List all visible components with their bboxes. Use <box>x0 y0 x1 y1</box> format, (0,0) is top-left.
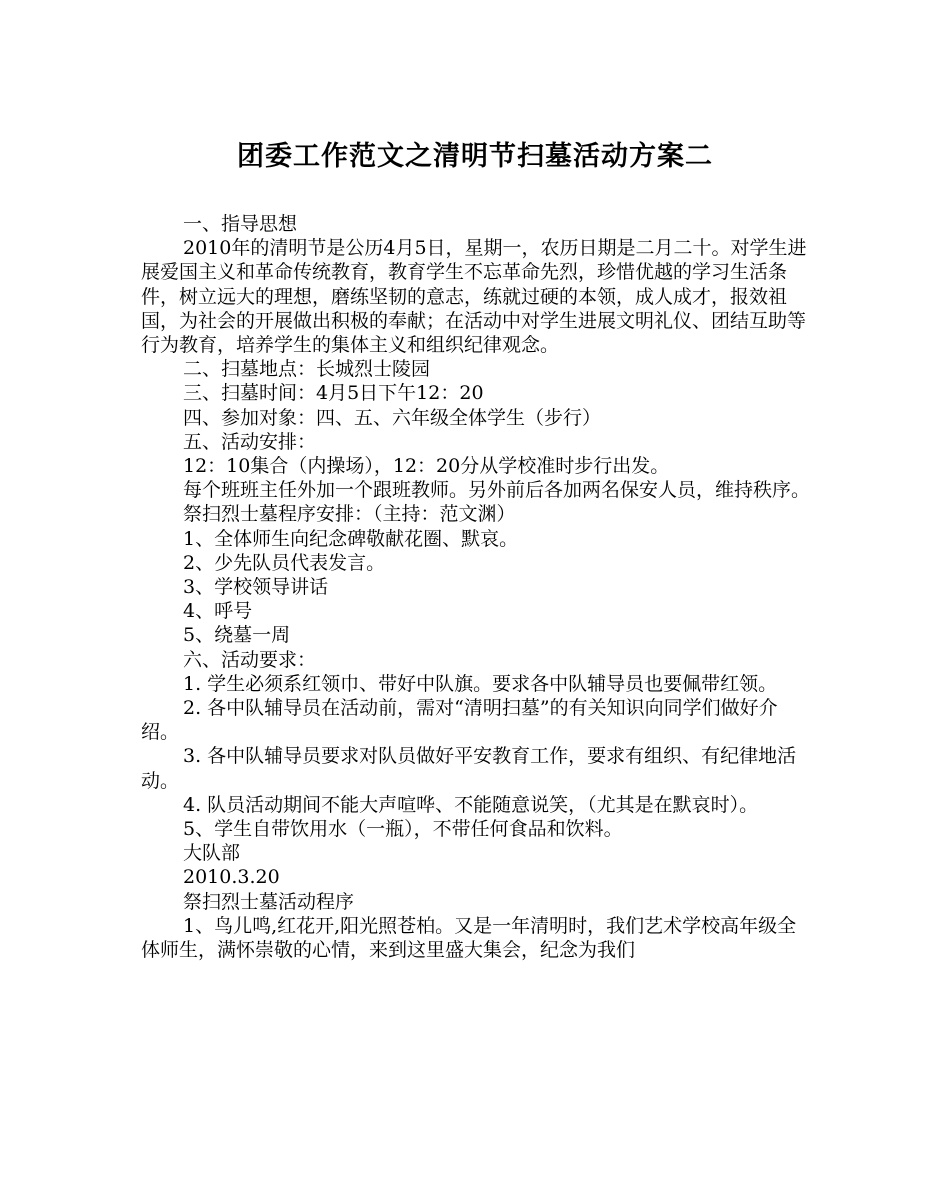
paragraph: 一、指导思想 <box>183 213 298 235</box>
paragraph: 1、鸟儿鸣,红花开,阳光照苍柏。又是一年清明时，我们艺术学校高年级全体师生，满怀崇敬的心情，来到这里盛大集会，纪念为我们 <box>141 914 797 962</box>
paragraph: 5、学生自带饮用水（一瓶），不带任何食品和饮料。 <box>183 818 623 841</box>
document-title: 团委工作范文之清明节扫墓活动方案二 <box>237 141 713 172</box>
paragraph: 六、活动要求： <box>183 648 317 671</box>
paragraph: 5、绕墓一周 <box>183 624 291 647</box>
paragraph: 4、呼号 <box>183 600 253 623</box>
paragraph: 2010年的清明节是公历4月5日，星期一，农历日期是二月二十。对学生进展爱国主义和革命传统教育，教育学生不忘革命先烈，珍惜优越的学习生活条件，树立远大的理想，磨练坚韧的意志，练就过硬的本领，成人成才，报效祖国，为社会的开展做出积极的奉献；在活动中对学生进展文明礼仪、团结互助等行为教育，培养学生的集体主义和组织纪律观念。 <box>141 237 807 357</box>
document-body <box>141 212 811 962</box>
paragraph: 4. 队员活动期间不能大声喧哗、不能随意说笑，（尤其是在默哀时）。 <box>183 793 759 816</box>
signature-department: 大队部 <box>183 842 241 865</box>
paragraph: 1. 学生必须系红领巾、带好中队旗。要求各中队辅导员也要佩带红领。 <box>183 672 778 695</box>
signature-date: 2010.3.20 <box>183 866 280 889</box>
paragraph: 四、参加对象：四、五、六年级全体学生（步行） <box>183 406 602 429</box>
paragraph: 五、活动安排： <box>183 430 317 453</box>
paragraph: 祭扫烈士墓程序安排：（主持：范文渊） <box>183 503 516 526</box>
paragraph: 3. 各中队辅导员要求对队员做好平安教育工作，要求有组织、有纪律地活动。 <box>141 745 797 792</box>
section-heading: 祭扫烈士墓活动程序 <box>183 890 355 913</box>
paragraph: 2. 各中队辅导员在活动前，需对“清明扫墓”的有关知识向同学们做好介绍。 <box>141 697 778 744</box>
paragraph: 3、学校领导讲话 <box>183 576 329 599</box>
paragraph: 2、少先队员代表发言。 <box>183 551 386 574</box>
paragraph: 每个班班主任外加一个跟班教师。另外前后各加两名保安人员，维持秩序。 <box>183 479 811 502</box>
paragraph: 三、扫墓时间：4月5日下午12：20 <box>183 382 484 405</box>
paragraph: 1、全体师生向纪念碑敬献花圈、默哀。 <box>183 527 519 550</box>
paragraph: 12：10集合（内操场），12：20分从学校准时步行出发。 <box>183 455 670 478</box>
paragraph: 二、扫墓地点：长城烈士陵园 <box>183 358 431 381</box>
